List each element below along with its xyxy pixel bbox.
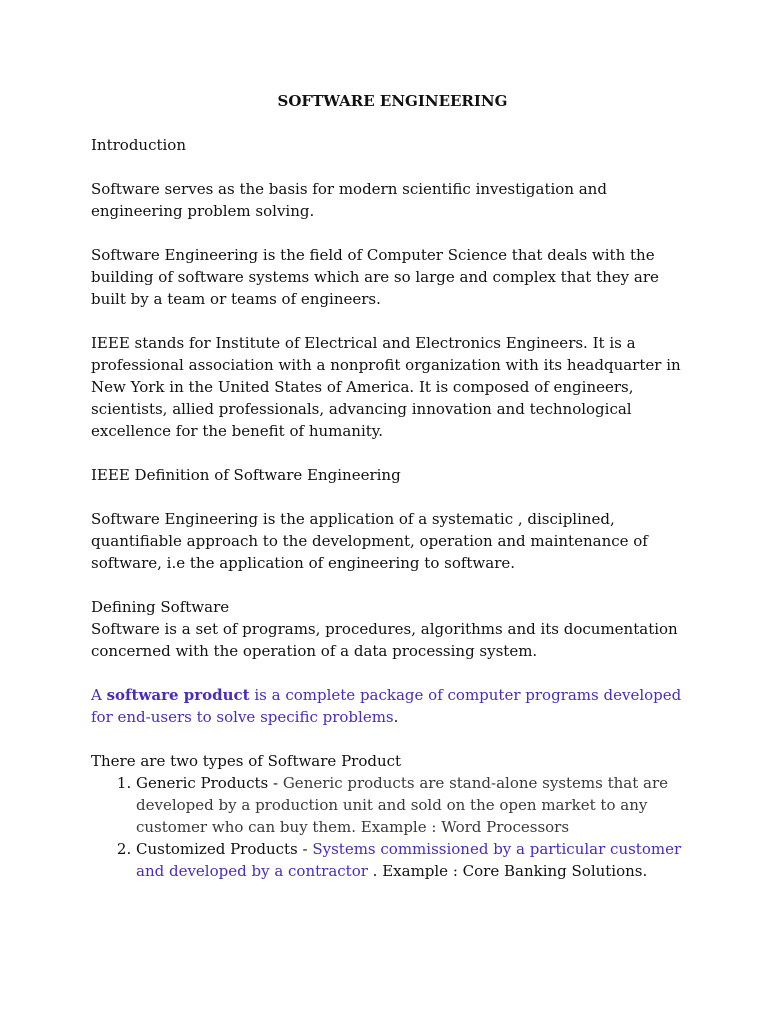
customized-label: Customized Products - <box>136 840 313 858</box>
paragraph-definition: Software Engineering is the application of a systematic , disciplined, quantifiable approach to the development, operation and maintenance of software, i.e the application of engineering to software. <box>91 510 648 572</box>
generic-label: Generic Products - <box>136 774 283 792</box>
list-item-generic <box>136 772 688 838</box>
product-types-list <box>91 772 688 882</box>
paragraph-field: Software Engineering is the field of Computer Science that deals with the building of software systems which are so large and complex that they are built by a team or teams of engineers. <box>91 246 659 308</box>
list-item-customized <box>136 838 688 882</box>
paragraph-basis: Software serves as the basis for modern scientific investigation and engineering problem solving. <box>91 180 607 220</box>
document-title: SOFTWARE ENGINEERING <box>277 92 508 110</box>
product-def-end: . <box>393 708 399 726</box>
intro-heading: Introduction <box>91 136 186 154</box>
customized-example: . Example : Core Banking Solutions. <box>367 862 648 880</box>
software-product-definition <box>91 684 688 728</box>
product-def-prefix: A <box>91 686 107 704</box>
defining-software-heading: Defining Software <box>91 598 230 616</box>
customized-description: Systems commissioned by a particular customer and developed by a contractor <box>136 840 682 880</box>
paragraph-ieee: IEEE stands for Institute of Electrical and Electronics Engineers. It is a professional association with a nonprofit organization with its headquarter in New York in the United States of America. It is composed of engineers, scientists, allied professionals, advancing innovation and technological excellence for the benefit of humanity. <box>91 334 681 440</box>
ieee-definition-heading: IEEE Definition of Software Engineering <box>91 466 401 484</box>
generic-description: Generic products are stand-alone systems that are developed by a production unit and sold on the open market to any customer who can buy them. Example : Word Processors <box>136 774 669 836</box>
types-heading: There are two types of Software Product <box>91 752 402 770</box>
product-def-term: software product <box>106 686 250 704</box>
product-def-rest: is a complete package of computer programs developed for end-users to solve specific problems <box>91 686 682 726</box>
paragraph-software: Software is a set of programs, procedures, algorithms and its documentation concerned with the operation of a data processing system. <box>91 620 678 660</box>
